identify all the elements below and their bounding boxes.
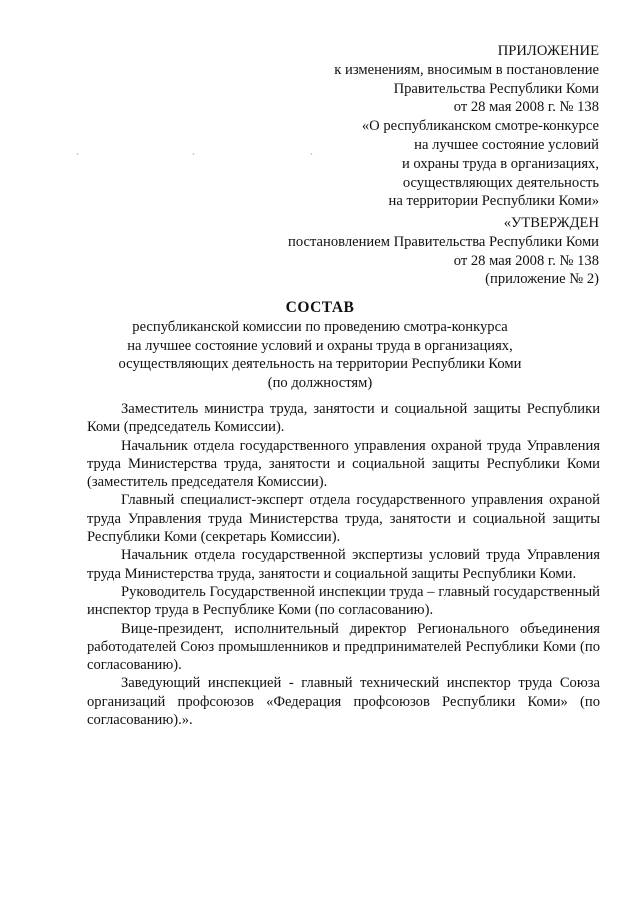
document-heading [0,298,640,392]
document-subtitle-line: (по должностям) [267,374,373,391]
scan-specks [0,152,640,162]
appendix-heading: ПРИЛОЖЕНИЕ [497,43,599,59]
document-subtitle-line: осуществляющих деятельность на территории Республики Коми [118,356,522,373]
approval-line: (приложение № 2) [485,271,599,288]
member-trade-unions: Заведующий инспекцией - главный технический инспектор труда Союза организаций профсоюзов «Федерация профсоюзов Республики Коми» (по согласованию).». [87,675,600,729]
appendix-line: «О республиканском смотре-конкурсе [361,118,599,135]
appendix-line: от 28 мая 2008 г. № 138 [453,99,599,116]
appendix-line: на территории Республики Коми» [388,193,599,210]
member-chairman: Заместитель министра труда, занятости и социальной защиты Республики Коми (председатель Комиссии). [87,401,600,436]
document-subtitle-line: республиканской комиссии по проведению смотра-конкурса [132,319,508,335]
approval-block [288,214,599,289]
appendix-block [334,42,599,211]
document-subtitle-line: на лучшее состояние условий и охраны труда в организациях, [127,337,513,354]
member-secretary: Главный специалист-эксперт отдела государственного управления охраной труда Управления труда Министерства труда, занятости и социальной защиты Республики Коми (секретарь Комиссии). [87,492,600,546]
scan-speck: ` [310,152,313,162]
approval-heading: «УТВЕРЖДЕН [503,215,599,231]
member-expertise-head: Начальник отдела государственной экспертизы условий труда Управления труда Министерства труда, занятости и социальной защиты Республики Коми. [87,547,600,582]
commission-members-list [87,400,600,729]
appendix-line: и охраны труда в организациях, [401,155,599,172]
appendix-line: осуществляющих деятельность [402,174,599,191]
document-title: СОСТАВ [285,299,355,316]
approval-line: от 28 мая 2008 г. № 138 [453,252,599,269]
member-deputy-chairman: Начальник отдела государственного управления охраной труда Управления труда Министерства труда, занятости и социальной защиты Республики Коми (заместитель председателя Комиссии). [87,437,600,491]
appendix-line: к изменениям, вносимым в постановление [334,61,599,78]
scan-speck: ` [76,152,79,162]
member-employers-union: Вице-президент, исполнительный директор Регионального объединения работодателей Союз промышленников и предпринимателей Республики Коми (по согласованию). [87,620,600,674]
appendix-line: на лучшее состояние условий [414,136,599,153]
scan-speck: ` [192,152,195,162]
approval-line: постановлением Правительства Республики Коми [288,233,599,250]
member-labor-inspection-head: Руководитель Государственной инспекции труда – главный государственный инспектор труда в Республике Коми (по согласованию). [87,583,600,619]
appendix-line: Правительства Республики Коми [393,80,599,97]
